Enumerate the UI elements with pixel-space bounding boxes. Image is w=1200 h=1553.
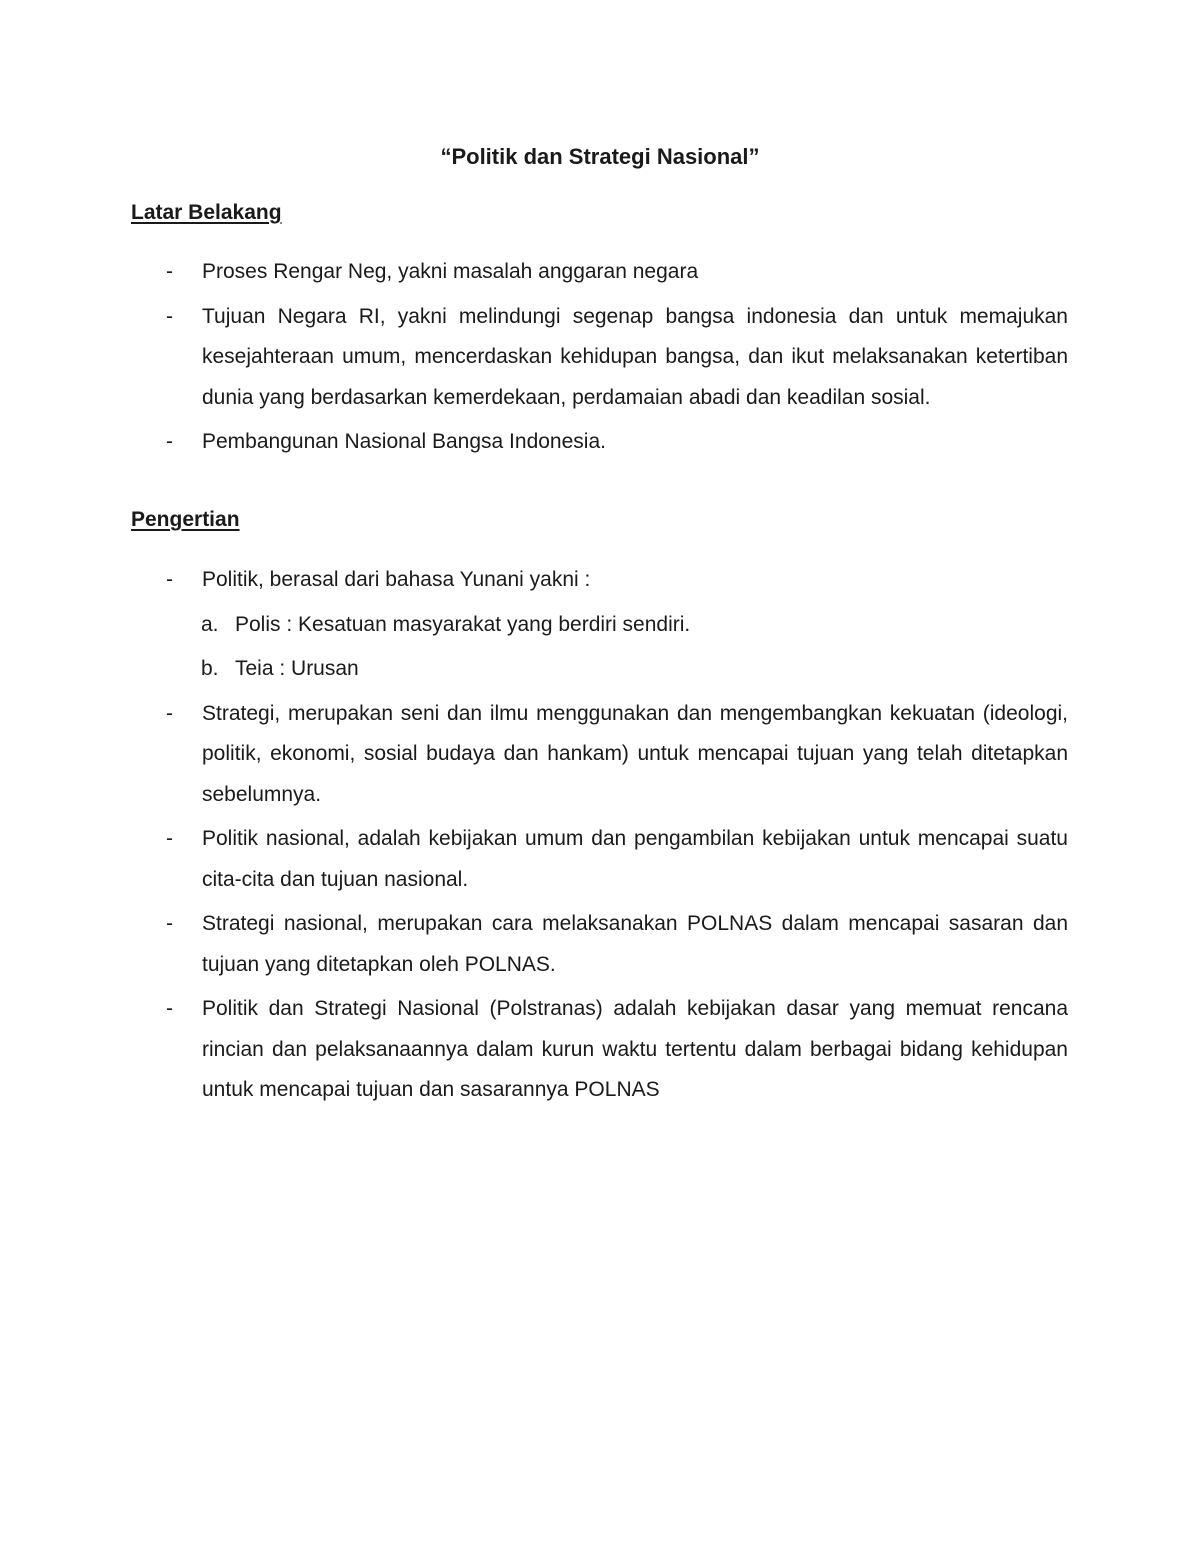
list-item-text: Tujuan Negara RI, yakni melindungi segenap bangsa indonesia dan untuk memajukan kesejahteraan umum, mencerdaskan kehidupan bangsa, dan ikut melaksanakan ketertiban dunia yang berdasarkan kemerdekaan, perdamaian abadi dan keadilan sosial. (202, 304, 1068, 409)
list-item-text: Politik nasional, adalah kebijakan umum dan pengambilan kebijakan untuk mencapai suatu cita-cita dan tujuan nasional. (202, 827, 1068, 891)
sublist-item-text: Teia : Urusan (235, 657, 359, 680)
sublist-item-text: Polis : Kesatuan masyarakat yang berdiri sendiri. (235, 612, 691, 636)
sublist-container (166, 605, 1068, 690)
list-bullet: - (166, 701, 173, 725)
list-bullet: - (166, 568, 173, 591)
latar-belakang-list (166, 252, 1068, 467)
list-item-text: Proses Rengar Neg, yakni masalah anggaran negara (202, 260, 699, 283)
list-item (166, 989, 1068, 1111)
sublist-marker: a. (201, 612, 219, 636)
section-heading-latar-belakang: Latar Belakang (131, 201, 282, 224)
pengertian-list (166, 560, 1068, 1115)
list-bullet: - (166, 304, 173, 328)
list-item (166, 560, 1068, 601)
list-item (166, 422, 1068, 463)
sublist-item (166, 649, 1068, 690)
list-item (166, 819, 1068, 900)
sublist-item (166, 605, 1068, 646)
list-item-text: Politik, berasal dari bahasa Yunani yakni : (202, 568, 591, 591)
sublist-marker: b. (201, 657, 219, 680)
list-bullet: - (166, 997, 173, 1020)
list-bullet: - (166, 430, 173, 453)
list-item-text: Politik dan Strategi Nasional (Polstranas) adalah kebijakan dasar yang memuat rencana rincian dan pelaksanaannya dalam kurun waktu tertentu dalam berbagai bidang kehidupan untuk mencapai tujuan dan sasarannya POLNAS (202, 997, 1068, 1101)
list-item (166, 694, 1068, 816)
section-heading-pengertian: Pengertian (131, 508, 240, 531)
list-item (166, 252, 1068, 293)
sublist (166, 605, 1068, 690)
list-bullet: - (166, 912, 173, 935)
list-item-text: Strategi, merupakan seni dan ilmu menggunakan dan mengembangkan kekuatan (ideologi, politik, ekonomi, sosial budaya dan hankam) untuk mencapai tujuan yang telah ditetapkan sebelumnya. (202, 701, 1068, 806)
document-title: “Politik dan Strategi Nasional” (440, 144, 760, 169)
list-item (166, 904, 1068, 985)
list-bullet: - (166, 827, 173, 850)
list-item-text: Pembangunan Nasional Bangsa Indonesia. (202, 430, 606, 453)
list-item (166, 297, 1068, 419)
list-item-text: Strategi nasional, merupakan cara melaksanakan POLNAS dalam mencapai sasaran dan tujuan yang ditetapkan oleh POLNAS. (202, 912, 1068, 976)
list-bullet: - (166, 260, 173, 283)
